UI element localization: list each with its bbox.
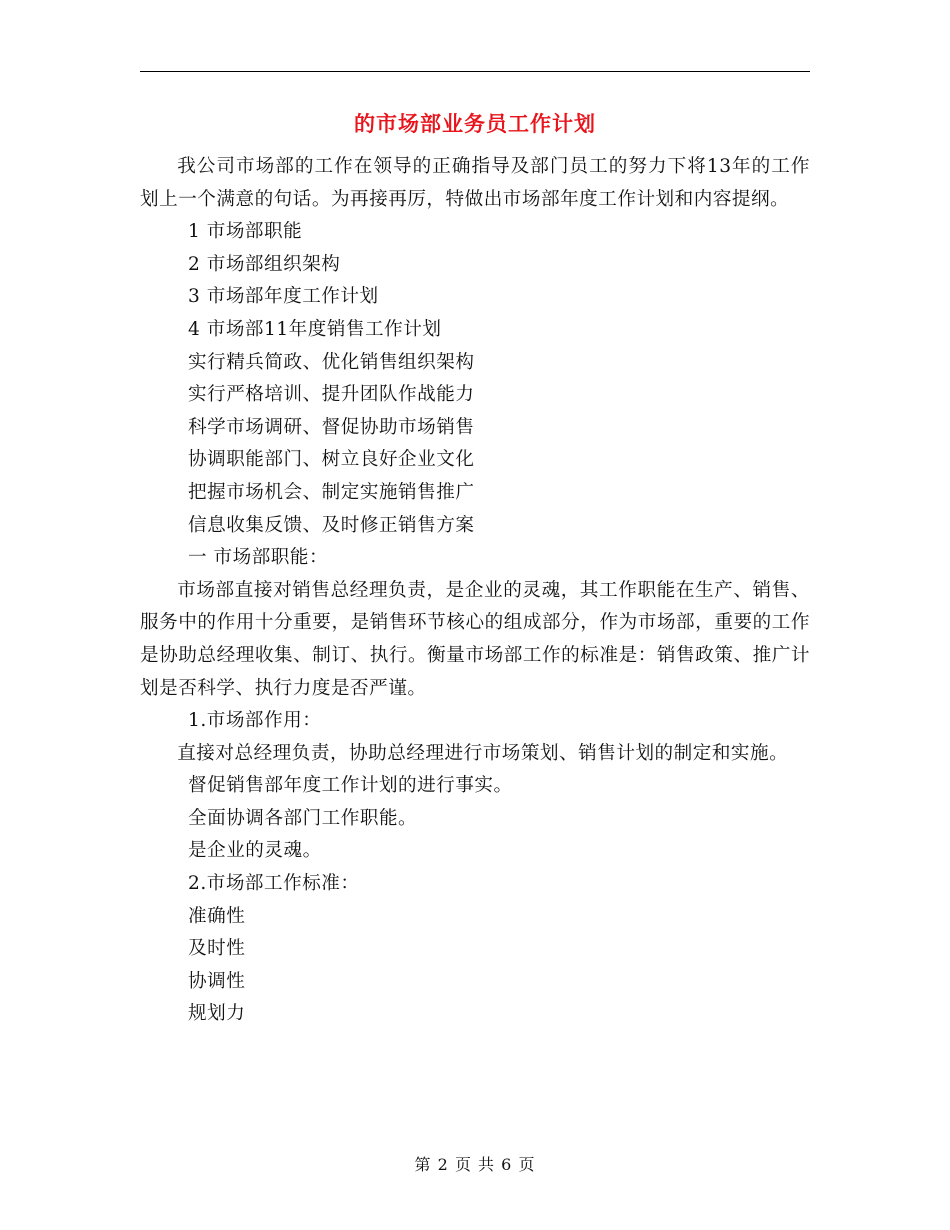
footer-total-label: 共 xyxy=(478,1155,496,1174)
page-footer xyxy=(0,1153,950,1177)
strategy-item: 科学市场调研、督促协助市场销售 xyxy=(188,416,475,438)
role-heading: 1.市场部作用： xyxy=(188,710,322,732)
outline-item: 4 市场部11年度销售工作计划 xyxy=(188,318,442,340)
role-item: 全面协调各部门工作职能。 xyxy=(188,807,418,829)
section-heading: 一 市场部职能： xyxy=(188,547,329,569)
outline-item: 2 市场部组织架构 xyxy=(188,253,341,275)
header-rule xyxy=(140,71,810,72)
footer-total-pages: 6 xyxy=(501,1155,513,1174)
role-item: 督促销售部年度工作计划的进行事实。 xyxy=(188,775,513,797)
intro-paragraph: 我公司市场部的工作在领导的正确指导及部门员工的努力下将13年的工作划上一个满意的句话。为再接再厉，特做出市场部年度工作计划和内容提纲。 xyxy=(140,156,810,210)
strategy-item: 协调职能部门、树立良好企业文化 xyxy=(188,449,475,471)
role-paragraph: 直接对总经理负责，协助总经理进行市场策划、销售计划的制定和实施。 xyxy=(177,742,789,764)
footer-suffix: 页 xyxy=(518,1155,536,1174)
footer-prefix: 第 xyxy=(414,1155,432,1174)
document-body xyxy=(140,151,810,1031)
section-paragraph: 市场部直接对销售总经理负责，是企业的灵魂，其工作职能在生产、销售、服务中的作用十分重要，是销售环节核心的组成部分，作为市场部，重要的工作是协助总经理收集、制订、执行。衡量市场部工作的标准是：销售政策、推广计划是否科学、执行力度是否严谨。 xyxy=(140,579,810,699)
strategy-item: 实行精兵简政、优化销售组织架构 xyxy=(188,351,475,373)
standard-heading: 2.市场部工作标准： xyxy=(188,873,360,895)
role-item: 是企业的灵魂。 xyxy=(188,840,322,862)
standard-item: 及时性 xyxy=(188,938,246,960)
standard-item: 协调性 xyxy=(188,970,246,992)
strategy-item: 信息收集反馈、及时修正销售方案 xyxy=(188,514,475,536)
outline-item: 3 市场部年度工作计划 xyxy=(188,286,379,308)
outline-item: 1 市场部职能 xyxy=(188,221,303,243)
standard-item: 准确性 xyxy=(188,905,246,927)
footer-current-page: 2 xyxy=(437,1155,449,1174)
footer-page-label: 页 xyxy=(454,1155,472,1174)
strategy-item: 把握市场机会、制定实施销售推广 xyxy=(188,481,475,503)
strategy-item: 实行严格培训、提升团队作战能力 xyxy=(188,384,475,406)
standard-item: 规划力 xyxy=(188,1003,246,1025)
document-title: 的市场部业务员工作计划 xyxy=(354,111,596,136)
